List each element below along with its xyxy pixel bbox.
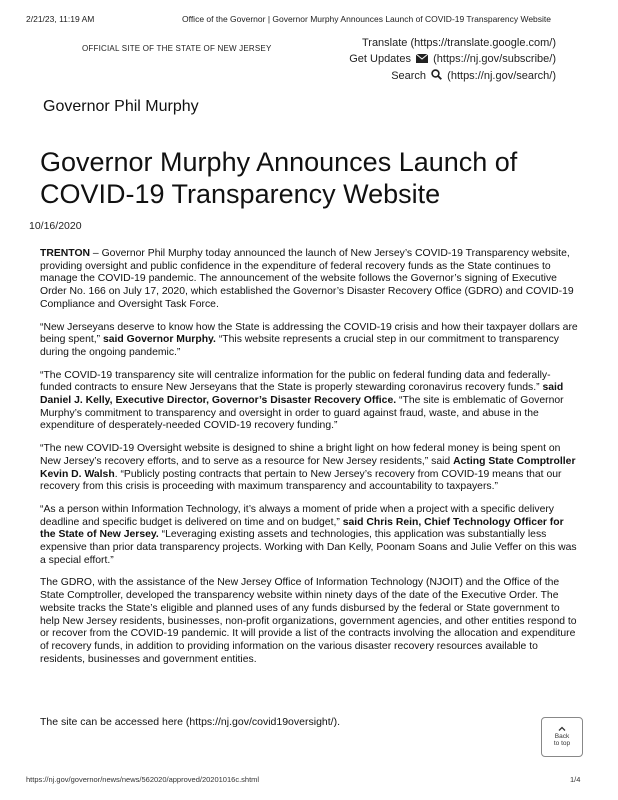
translate-label: Translate <box>361 37 408 49</box>
back-to-top-line1: Back <box>554 733 570 740</box>
translate-link[interactable] <box>362 37 556 49</box>
back-to-top-button[interactable] <box>541 717 583 757</box>
print-footer-url: https://nj.gov/governor/news/news/562020/approved/20201016c.shtml <box>26 775 260 784</box>
official-site-label: OFFICIAL SITE OF THE STATE OF NEW JERSEY <box>82 44 272 53</box>
back-to-top-line2: to top <box>553 740 571 747</box>
paragraph-3: “The COVID-19 transparency site will centralize information for the public on federal funding data and federally-funded contracts to ensure New Jerseyans that the State is properly stewarding coronavirus recovery funds.” said Daniel J. Kelly, Executive Director, Governor’s Disaster Recovery Office. “The site is emblematic of Governor Murphy’s commitment to transparency and oversight in order to guard against fraud, waste, and abuse in the expenditure of desperately-needed COVID-19 recovery funding.” <box>40 369 564 432</box>
print-page-number: 1/4 <box>570 775 581 784</box>
print-page-title: Office of the Governor | Governor Murphy Announces Launch of COVID-19 Transparency Website <box>182 14 551 24</box>
print-datetime: 2/21/23, 11:19 AM <box>26 14 95 24</box>
governor-name-link[interactable]: Governor Phil Murphy <box>43 98 199 115</box>
paragraph-6: The GDRO, with the assistance of the New Jersey Office of Information Technology (NJOIT) and the Office of the State Comptroller, developed the transparency website within ninety days of the date of the Executive Order. The website tracks the State’s eligible and planned uses of any funds disbursed by the federal or State government to help New Jersey residents, businesses, non-profit organizations, government agencies, and other entities respond to or recover from the COVID-19 pandemic. It will provide a list of the contracts involving the allocation and expenditure of recovery funds, in addition to providing information on the various disaster recovery resources available to residents, businesses and government entities. <box>40 577 577 665</box>
envelope-icon <box>414 53 430 65</box>
search-icon <box>429 70 444 82</box>
article-body <box>40 248 578 676</box>
dateline: TRENTON <box>40 248 91 259</box>
search-link[interactable] <box>391 69 556 82</box>
oversight-site-link[interactable]: The site can be accessed here (https://nj.gov/covid19oversight/). <box>40 716 340 728</box>
get-updates-link[interactable] <box>349 53 556 65</box>
get-updates-url: (https://nj.gov/subscribe/) <box>433 53 556 65</box>
translate-url: (https://translate.google.com/) <box>410 37 556 49</box>
chevron-up-icon <box>558 726 566 731</box>
search-url: (https://nj.gov/search/) <box>447 70 556 82</box>
page-title: Governor Murphy Announces Launch of COVID-19 Transparency Website <box>40 147 518 209</box>
paragraph-2: “New Jerseyans deserve to know how the State is addressing the COVID-19 crisis and how their taxpayer dollars are being spent,” said Governor Murphy. “This website represents a crucial step in our commitment to transparency during the ongoing pandemic.” <box>40 321 578 358</box>
article-date: 10/16/2020 <box>29 220 82 232</box>
paragraph-4: “The new COVID-19 Oversight website is designed to shine a bright light on how federal money is being spent on New Jersey’s recovery efforts, and to serve as a resource for New Jersey residents,” said Acting State Comptroller Kevin D. Walsh. “Publicly posting contracts that pertain to New Jersey’s recovery from COVID-19 means that our recovery from this crisis is proceeding with maximum transparency and accountability to taxpayers.” <box>40 443 576 493</box>
paragraph-5: “As a person within Information Technology, it’s always a moment of pride when a project with a specific delivery deadline and specific budget is delivered on time and on budget,” said Chris Rein, Chief Technology Officer for the State of New Jersey. “Leveraging existing assets and technologies, this application was substantially less expensive than prior data transparency projects. Working with Dan Kelly, Poonam Soans and Julie Veffer on this was a special effort.” <box>40 503 577 566</box>
search-label: Search <box>391 70 427 82</box>
get-updates-label: Get Updates <box>349 53 411 65</box>
paragraph-1: TRENTON – Governor Phil Murphy today announced the launch of New Jersey’s COVID-19 Transparency website, providing oversight and public confidence in the expenditure of federal recovery funds as the State continues to manage the COVID-19 pandemic. The announcement of the website follows the Governor’s signing of Executive Order No. 166 on July 17, 2020, which established the Governor’s Disaster Recovery Office (GDRO) and COVID-19 Compliance and Oversight Task Force. <box>40 248 574 310</box>
